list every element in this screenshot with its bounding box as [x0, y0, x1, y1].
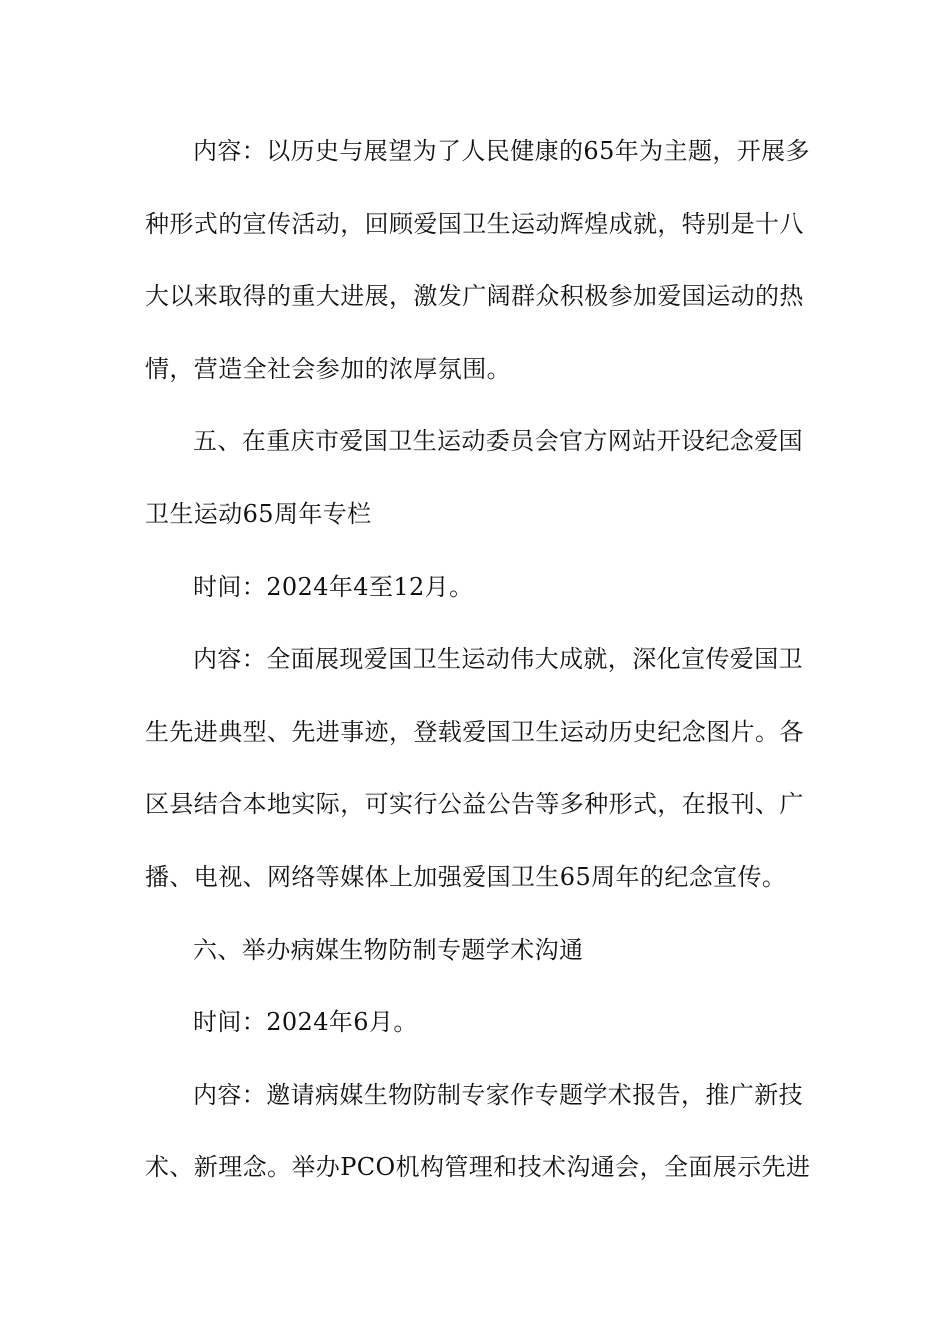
section-heading-five-line-1: 五、在重庆市爱国卫生运动委员会官方网站开设纪念爱国	[193, 427, 803, 456]
section-heading-six: 六、举办病媒生物防制专题学术沟通	[193, 935, 584, 964]
section-heading-five-line-2: 卫生运动65周年专栏	[145, 499, 372, 528]
paragraph-content-line-2: 种形式的宣传活动，回顾爱国卫生运动辉煌成就，特别是十八	[145, 209, 804, 238]
paragraph-content-five-line-3: 区县结合本地实际，可实行公益公告等多种形式，在报刊、广	[145, 790, 804, 819]
paragraph-content-line-3: 大以来取得的重大进展，激发广阔群众积极参加爱国运动的热	[145, 282, 804, 311]
time-line-section-six: 时间：2024年6月。	[193, 1008, 418, 1037]
paragraph-content-six-line-1: 内容：邀请病媒生物防制专家作专题学术报告，推广新技	[193, 1080, 803, 1109]
paragraph-content-line-1: 内容：以历史与展望为了人民健康的65年为主题，开展多	[193, 137, 810, 165]
paragraph-content-five-line-4: 播、电视、网络等媒体上加强爱国卫生65周年的纪念宣传。	[145, 862, 787, 891]
paragraph-content-five-line-2: 生先进典型、先进事迹，登载爱国卫生运动历史纪念图片。各	[145, 717, 804, 746]
document-body	[145, 128, 811, 1217]
paragraph-content-five-line-1: 内容：全面展现爱国卫生运动伟大成就，深化宣传爱国卫	[193, 645, 803, 674]
paragraph-content-six-line-2: 术、新理念。举办PCO机构管理和技术沟通会，全面展示先进	[145, 1153, 811, 1182]
paragraph-content-line-4: 情，营造全社会参加的浓厚氛围。	[145, 354, 511, 383]
time-line-section-five: 时间：2024年4至12月。	[193, 572, 474, 601]
